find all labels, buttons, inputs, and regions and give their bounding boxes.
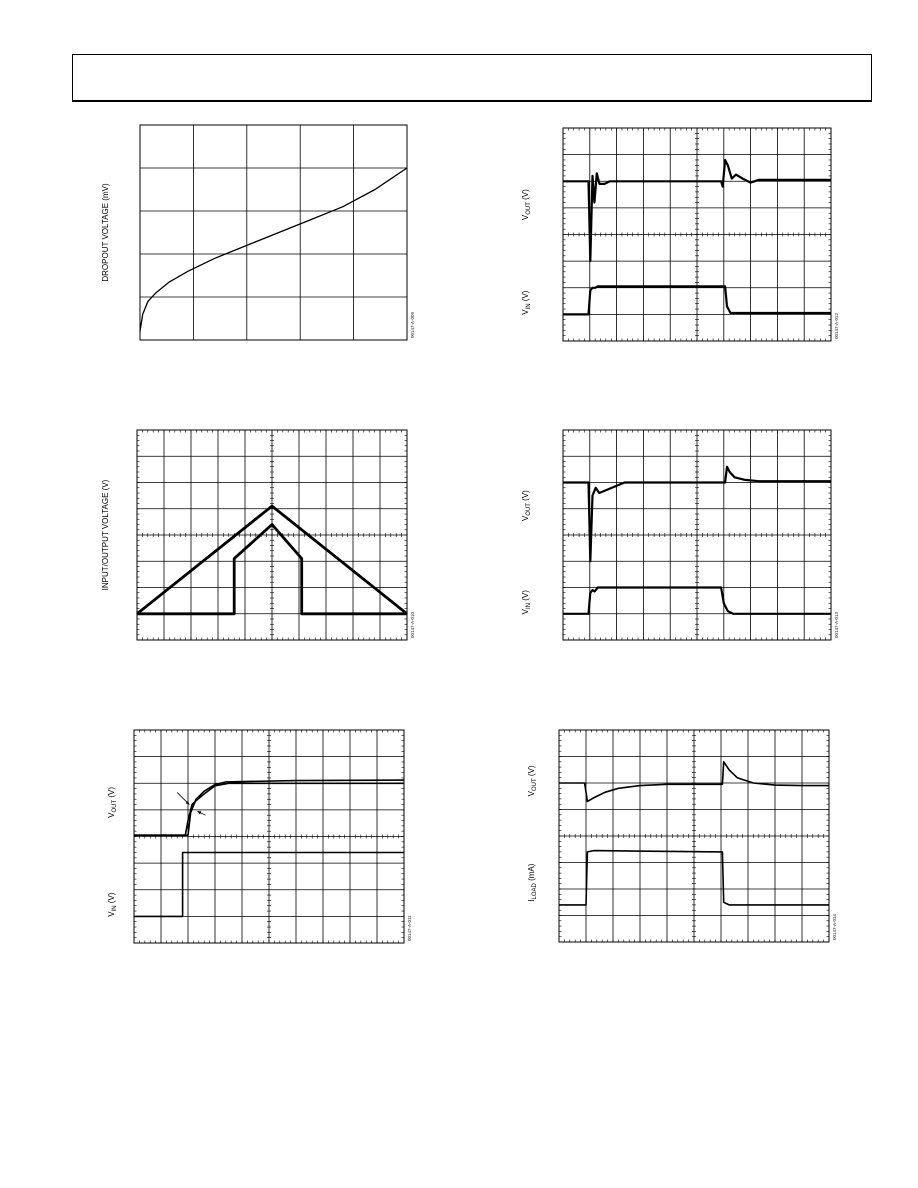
figure-id: 00147-A-010	[410, 611, 415, 638]
y-axis-label-bottom: $V_{IN}$ (V)	[521, 290, 532, 315]
chart-line-transient-1	[521, 128, 839, 341]
figure-id: 00147-A-013	[834, 611, 839, 638]
y-axis-label: DROPOUT VOLTAGE (mV)	[101, 183, 110, 282]
plot-frame	[140, 125, 407, 340]
figure-id: 00147-A-014	[832, 913, 837, 940]
y-axis-label-top: $V_{OUT}$ (V)	[527, 765, 538, 797]
y-axis-label: INPUT/OUTPUT VOLTAGE (V)	[101, 479, 110, 591]
chart-load-transient	[527, 730, 837, 942]
y-axis-label-bottom: $V_{IN}$ (V)	[107, 892, 118, 917]
y-axis-label-top: $V_{OUT}$ (V)	[521, 189, 532, 221]
series-line-1	[140, 168, 407, 331]
figure-id: 00147-A-012	[834, 312, 839, 339]
y-axis-label-bottom: $I_{LOAD}$ (mA)	[527, 863, 538, 902]
y-axis-label-top: $V_{OUT}$ (V)	[521, 490, 532, 522]
chart-dropout	[101, 125, 415, 340]
y-axis-label-top: $V_{OUT}$ (V)	[107, 786, 118, 818]
chart-line-transient-2	[521, 430, 839, 640]
figure-id: 00147-A-011	[407, 915, 412, 941]
chart-power-up	[107, 730, 412, 943]
y-axis-label-bottom: $V_{IN}$ (V)	[521, 590, 532, 615]
figure-id: 00147-A-009	[410, 311, 415, 338]
chart-input-output	[101, 430, 415, 640]
